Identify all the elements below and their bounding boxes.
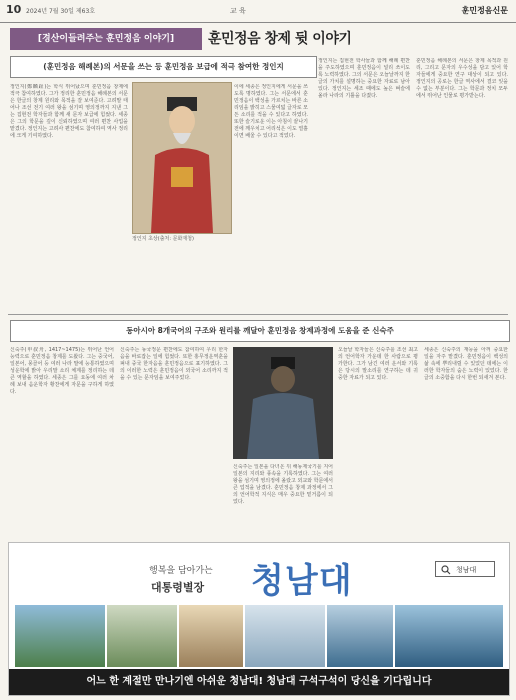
portrait-caption: 정인지 초상(출처: 문화재청): [132, 236, 194, 242]
ad-search-label: 청남대: [456, 566, 477, 574]
article2-subtitle: 동아시아 8개국어의 구조와 원리를 깨달아 훈민정음 창제과정에 도움을 준 신숙주: [10, 320, 510, 342]
statue-illustration: [233, 347, 333, 459]
article1-column-4: 훈민정음 해례본의 서문은 창제 목적과 원리, 그리고 문자의 우수성을 담고 있어 학자들에게 중요한 연구 대상이 되고 있다. 정인지의 공로는 한글 역사에서 결코 잊을 수 없는 부분이다. 그는 학문과 정치 모두에서 뛰어난 인물로 평가받는다.: [416, 58, 508, 99]
paper-name: 훈민정음신문: [461, 6, 508, 15]
ad-subline: 대통령별장: [151, 581, 205, 594]
article2-column-1: 신숙주(申叔舟, 1417~1475)는 뛰어난 언어 능력으로 훈민정음 창제를 도왔다. 그는 중국어, 일본어, 몽골어 등 여러 나라 말에 능통하였으며 성운학에 밝아 우리말 소리 체계를 정리하는 데 큰 역할을 하였다. 세종은 그를 요동에 여러 차례 보내 음운학자 황찬에게 자문을 구하게 하였다.: [10, 347, 114, 395]
ad-bottom-banner: 어느 한 계절만 만나기엔 아쉬운 청남대! 청남대 구석구석이 당신을 기다립니다: [9, 669, 509, 695]
ad-photo-4: [245, 605, 325, 667]
ad-photo-3: [179, 605, 243, 667]
shin-sukju-statue-photo: [233, 347, 333, 459]
ad-photo-1: [15, 605, 105, 667]
page-header: [0, 0, 516, 23]
ad-brand-logo: 청남대: [251, 561, 353, 601]
article1-column-3: 정인지는 집현전 학사들과 함께 해례 편찬을 주도하였으며 훈민정음이 널리 쓰이도록 노력하였다. 그의 서문은 오늘날까지 한글의 가치를 설명하는 중요한 자료로 남아 있다. 정인지는 세조 때에도 높은 벼슬에 올라 나라의 기틀을 다졌다.: [318, 58, 410, 99]
article1-column-2: 이에 세종은 정인지에게 서문을 쓰도록 명하였다. 그는 서문에서 훈민정음이 백성을 가르치는 바른 소리임을 밝히고 스물여덟 글자로 모든 소리를 적을 수 있다고 하였다. 또한 슬기로운 이는 아침이 끝나기 전에 깨우치고 어리석은 이도 열흘이면 배울 수 있다고 적었다.: [234, 84, 308, 139]
jeong-inji-portrait: [132, 82, 232, 234]
article2-column-3: 신숙주는 일본을 다녀온 뒤 해동제국기를 지어 일본의 지리와 풍속을 기록하였다. 그는 여러 왕을 섬기며 영의정에 올랐고 외교와 학문에서 큰 업적을 남겼다. 훈민정음 창제 과정에서 그의 언어학적 지식은 매우 중요한 밑거름이 되었다.: [233, 464, 333, 505]
ad-tagline: 행복을 담아가는: [149, 566, 213, 576]
portrait-illustration: [133, 83, 231, 233]
article2-column-4: 오늘날 학자들은 신숙주를 조선 최고의 언어학자 가운데 한 사람으로 평가한다. 그가 남긴 여러 운서와 기록은 당시의 말소리를 연구하는 데 귀중한 자료가 되고 있다.: [338, 347, 418, 381]
issue-date: 2024년 7월 30일 제63호: [26, 8, 96, 15]
ad-search-box[interactable]: [435, 561, 495, 577]
search-icon: [441, 565, 451, 575]
section-divider: [8, 314, 508, 315]
article2-column-5: 세종은 신숙주의 재능을 아껴 중요한 일을 자주 맡겼다. 훈민정음이 백성의 삶 속에 뿌리내릴 수 있었던 데에는 이러한 학자들의 숨은 노력이 있었다. 한글의 소중함을 다시 한번 되새겨 본다.: [424, 347, 508, 381]
ad-photo-strip: [15, 605, 503, 667]
ad-photo-6: [395, 605, 503, 667]
ad-photo-5: [327, 605, 393, 667]
series-tag: [경산이들려주는 훈민정음 이야기]: [10, 28, 202, 50]
article1-column-1: 정인지(鄭麟趾)는 학식 뛰어났으며 훈민정음 창제에 적극 참여하였다. 그가 정리한 훈민정음 해례본의 서문은 한글의 창제 원리와 목적을 잘 보여준다. 고려말 태어나 조선 전기 여러 왕을 섬기며 영의정까지 지낸 그는 집현전 학자들과 함께 새 문자 보급에 힘썼다. 세종은 그의 학문을 깊이 신뢰하였으며 여러 편찬 사업을 맡겼다. 정인지는 고려사 편찬에도 참여하여 역사 정리에 크게 기여하였다.: [10, 84, 128, 139]
article2-column-2: 신숙주는 동국정운 편찬에도 참여하여 우리 한자음을 바로잡는 일에 힘썼다. 또한 홍무정운역훈을 펴내 중국 한자음을 훈민정음으로 표기하였다. 그의 이러한 노력은 훈민정음이 외국어 소리까지 적을 수 있는 문자임을 보여주었다.: [120, 347, 228, 381]
section-name: 교 육: [230, 7, 246, 15]
article1-subtitle: (훈민정음 해례본)의 서문을 쓰는 등 훈민정음 보급에 적극 참여한 정인지: [10, 56, 317, 78]
page-number: 10: [6, 3, 22, 16]
ad-photo-2: [107, 605, 177, 667]
cheongnamdae-advertisement[interactable]: [8, 542, 510, 696]
article-title: 훈민정음 창제 뒷 이야기: [208, 31, 352, 47]
